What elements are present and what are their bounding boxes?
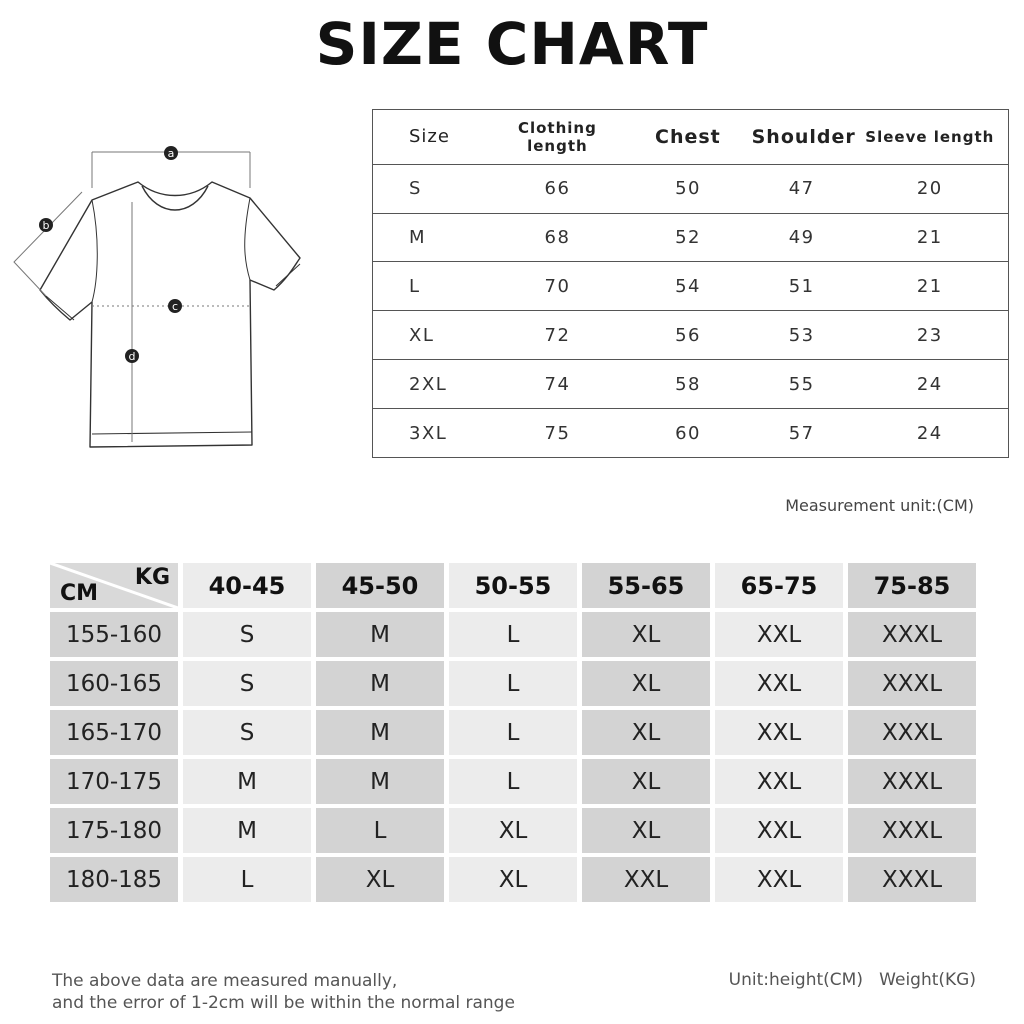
- size-cell: L: [316, 808, 444, 853]
- size-cell: M: [316, 710, 444, 755]
- size-cell: XXXL: [848, 759, 976, 804]
- marker-d: d: [128, 350, 136, 363]
- sleeve-length-value: 20: [916, 178, 943, 200]
- clothing-length-value: 72: [544, 324, 571, 346]
- size-cell: XXXL: [848, 857, 976, 902]
- size-cell: L: [449, 710, 577, 755]
- size-cell: XL: [582, 661, 710, 706]
- measurement-row: [373, 262, 1008, 311]
- chest-value: 50: [675, 178, 702, 200]
- height-row: [50, 612, 976, 657]
- shoulder-value: 57: [788, 422, 815, 444]
- sleeve-length-value: 21: [916, 275, 943, 297]
- clothing-length-value: 68: [544, 226, 571, 248]
- weight-range: 40-45: [183, 563, 311, 608]
- size-cell: L: [449, 661, 577, 706]
- size-cell: XXXL: [848, 710, 976, 755]
- measurement-table: [372, 109, 1009, 458]
- measurement-row: [373, 165, 1008, 214]
- size-cell: XL: [316, 857, 444, 902]
- disclaimer-line-2: and the error of 1-2cm will be within the normal range: [52, 993, 515, 1013]
- size-label: XL: [409, 324, 435, 346]
- height-range: 165-170: [50, 710, 178, 755]
- size-cell: M: [183, 808, 311, 853]
- height-range: 175-180: [50, 808, 178, 853]
- size-cell: XXL: [715, 612, 843, 657]
- clothing-length-value: 75: [544, 422, 571, 444]
- measurement-unit-note: Measurement unit:(CM): [785, 496, 974, 515]
- size-cell: L: [183, 857, 311, 902]
- weight-range: 50-55: [449, 563, 577, 608]
- size-cell: M: [183, 759, 311, 804]
- size-cell: XL: [582, 710, 710, 755]
- measurement-row: [373, 360, 1008, 409]
- header-shoulder: Shoulder: [751, 125, 856, 148]
- header-sleeve-length: Sleeve length: [865, 127, 995, 146]
- sleeve-length-value: 21: [916, 226, 943, 248]
- size-cell: XXXL: [848, 661, 976, 706]
- size-cell: XL: [449, 808, 577, 853]
- size-cell: XL: [582, 808, 710, 853]
- size-cell: XXL: [715, 661, 843, 706]
- chest-value: 60: [675, 422, 702, 444]
- measurement-row: [373, 311, 1008, 360]
- weight-range: 75-85: [848, 563, 976, 608]
- size-cell: XXL: [715, 857, 843, 902]
- shoulder-value: 49: [788, 226, 815, 248]
- chest-value: 52: [675, 226, 702, 248]
- size-label: M: [409, 226, 427, 248]
- shoulder-value: 47: [788, 178, 815, 200]
- size-cell: XXXL: [848, 612, 976, 657]
- measurement-disclaimer: [52, 970, 515, 1014]
- height-range: 160-165: [50, 661, 178, 706]
- size-cell: L: [449, 612, 577, 657]
- size-cell: L: [449, 759, 577, 804]
- chest-value: 54: [675, 275, 702, 297]
- sleeve-length-value: 23: [916, 324, 943, 346]
- size-cell: XXL: [715, 710, 843, 755]
- header-chest: Chest: [655, 125, 721, 148]
- page-title: SIZE CHART: [315, 10, 709, 78]
- size-cell: M: [316, 661, 444, 706]
- corner-cell: [50, 563, 178, 608]
- size-recommendation-grid: [50, 563, 976, 906]
- corner-cm-label: CM: [60, 581, 99, 606]
- size-cell: XL: [582, 759, 710, 804]
- marker-c: c: [171, 300, 179, 313]
- weight-range: 55-65: [582, 563, 710, 608]
- size-cell: XL: [449, 857, 577, 902]
- sleeve-length-value: 24: [916, 373, 943, 395]
- height-row: [50, 857, 976, 902]
- size-label: 3XL: [409, 422, 448, 444]
- clothing-length-value: 66: [544, 178, 571, 200]
- size-cell: XL: [582, 612, 710, 657]
- size-cell: S: [183, 661, 311, 706]
- height-range: 180-185: [50, 857, 178, 902]
- height-range: 170-175: [50, 759, 178, 804]
- marker-b: b: [42, 219, 50, 232]
- corner-kg-label: KG: [134, 565, 170, 590]
- size-label: 2XL: [409, 373, 448, 395]
- height-row: [50, 759, 976, 804]
- size-cell: XXL: [582, 857, 710, 902]
- size-cell: S: [183, 710, 311, 755]
- weight-range: 65-75: [715, 563, 843, 608]
- height-row: [50, 808, 976, 853]
- disclaimer-line-1: The above data are measured manually,: [52, 971, 398, 991]
- clothing-length-value: 70: [544, 275, 571, 297]
- size-cell: XXL: [715, 808, 843, 853]
- height-row: [50, 710, 976, 755]
- shoulder-value: 55: [788, 373, 815, 395]
- size-label: S: [409, 178, 422, 200]
- units-legend: Unit:height(CM) Weight(KG): [728, 970, 976, 990]
- size-cell: XXXL: [848, 808, 976, 853]
- weight-header-row: [50, 563, 976, 608]
- measurement-header-row: [373, 110, 1008, 165]
- weight-range: 45-50: [316, 563, 444, 608]
- marker-a: a: [167, 147, 175, 160]
- sleeve-length-value: 24: [916, 422, 943, 444]
- clothing-length-value: 74: [544, 373, 571, 395]
- size-cell: M: [316, 612, 444, 657]
- measurement-row: [373, 214, 1008, 263]
- chest-value: 58: [675, 373, 702, 395]
- size-cell: XXL: [715, 759, 843, 804]
- chest-value: 56: [675, 324, 702, 346]
- shoulder-value: 51: [788, 275, 815, 297]
- header-clothing-length: Clothing length: [517, 118, 597, 155]
- shoulder-value: 53: [788, 324, 815, 346]
- measurement-row: [373, 409, 1008, 457]
- size-cell: S: [183, 612, 311, 657]
- height-row: [50, 661, 976, 706]
- size-cell: M: [316, 759, 444, 804]
- height-range: 155-160: [50, 612, 178, 657]
- header-size: Size: [409, 126, 450, 148]
- tshirt-diagram: [10, 140, 320, 460]
- size-label: L: [409, 275, 421, 297]
